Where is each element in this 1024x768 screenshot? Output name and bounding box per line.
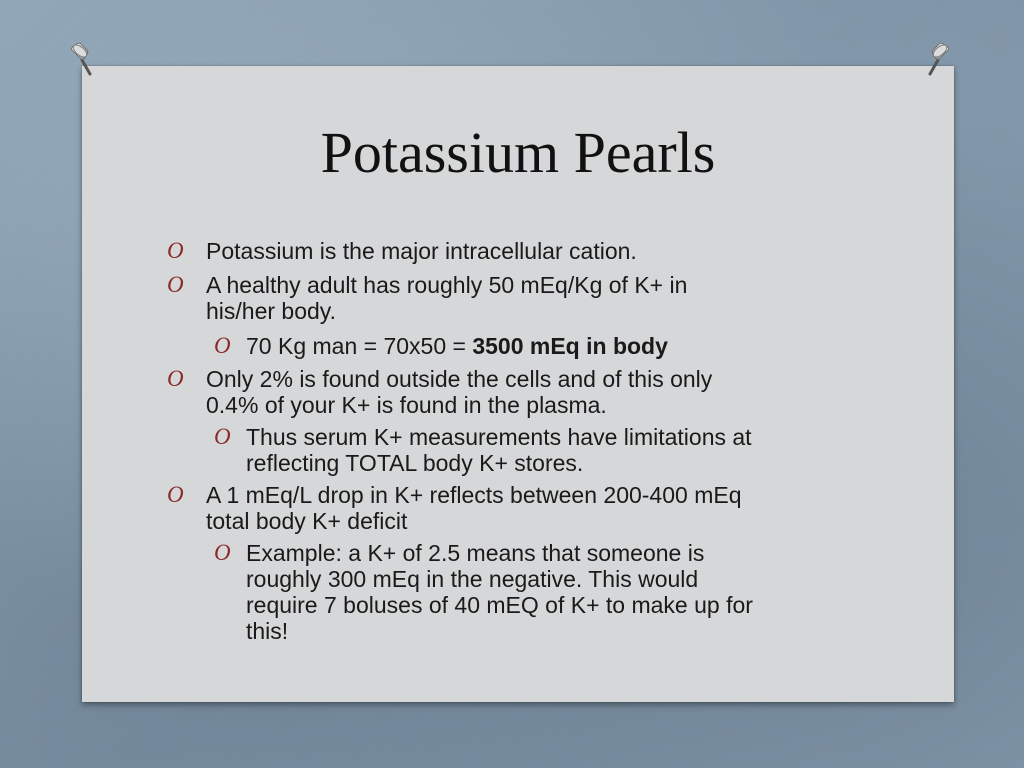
sub-bullet-text: require 7 boluses of 40 mEQ of K+ to make up for xyxy=(246,592,753,618)
bullet-text: his/her body. xyxy=(206,298,336,324)
bullet-marker-icon: O xyxy=(167,366,184,391)
bullet-marker-icon: O xyxy=(214,540,231,565)
sub-bullet-item xyxy=(214,424,752,476)
sub-bullet-text: Thus serum K+ measurements have limitations at xyxy=(246,424,752,450)
bullet-item xyxy=(167,238,637,264)
bullet-marker-icon: O xyxy=(167,238,184,263)
bullet-text: total body K+ deficit xyxy=(206,508,408,534)
sub-bullet-item xyxy=(214,540,753,644)
bullet-text: A healthy adult has roughly 50 mEq/Kg of K+ in xyxy=(206,272,688,298)
emphasis-text: 3500 mEq in body xyxy=(472,333,668,359)
sub-bullet-text: roughly 300 mEq in the negative. This would xyxy=(246,566,699,592)
sub-bullet-text: 70 Kg man = 70x50 = xyxy=(246,333,473,359)
bullet-marker-icon: O xyxy=(214,424,231,449)
bullet-marker-icon: O xyxy=(214,333,231,358)
bullet-text: Only 2% is found outside the cells and of this only xyxy=(206,366,713,392)
slide-title: Potassium Pearls xyxy=(320,120,716,185)
sub-bullet-text: reflecting TOTAL body K+ stores. xyxy=(246,450,584,476)
bullet-marker-icon: O xyxy=(167,272,184,297)
bullet-text: 0.4% of your K+ is found in the plasma. xyxy=(206,392,607,418)
sub-bullet-item xyxy=(214,333,668,359)
sub-bullet-text: this! xyxy=(246,618,289,644)
bullet-item xyxy=(167,482,742,534)
sub-bullet-text: Example: a K+ of 2.5 means that someone is xyxy=(246,540,705,566)
bullet-text: A 1 mEq/L drop in K+ reflects between 200-400 mEq xyxy=(206,482,742,508)
bullet-item xyxy=(167,272,688,324)
bullet-item xyxy=(167,366,713,418)
bullet-text: Potassium is the major intracellular cation. xyxy=(206,238,637,264)
bullet-marker-icon: O xyxy=(167,482,184,507)
